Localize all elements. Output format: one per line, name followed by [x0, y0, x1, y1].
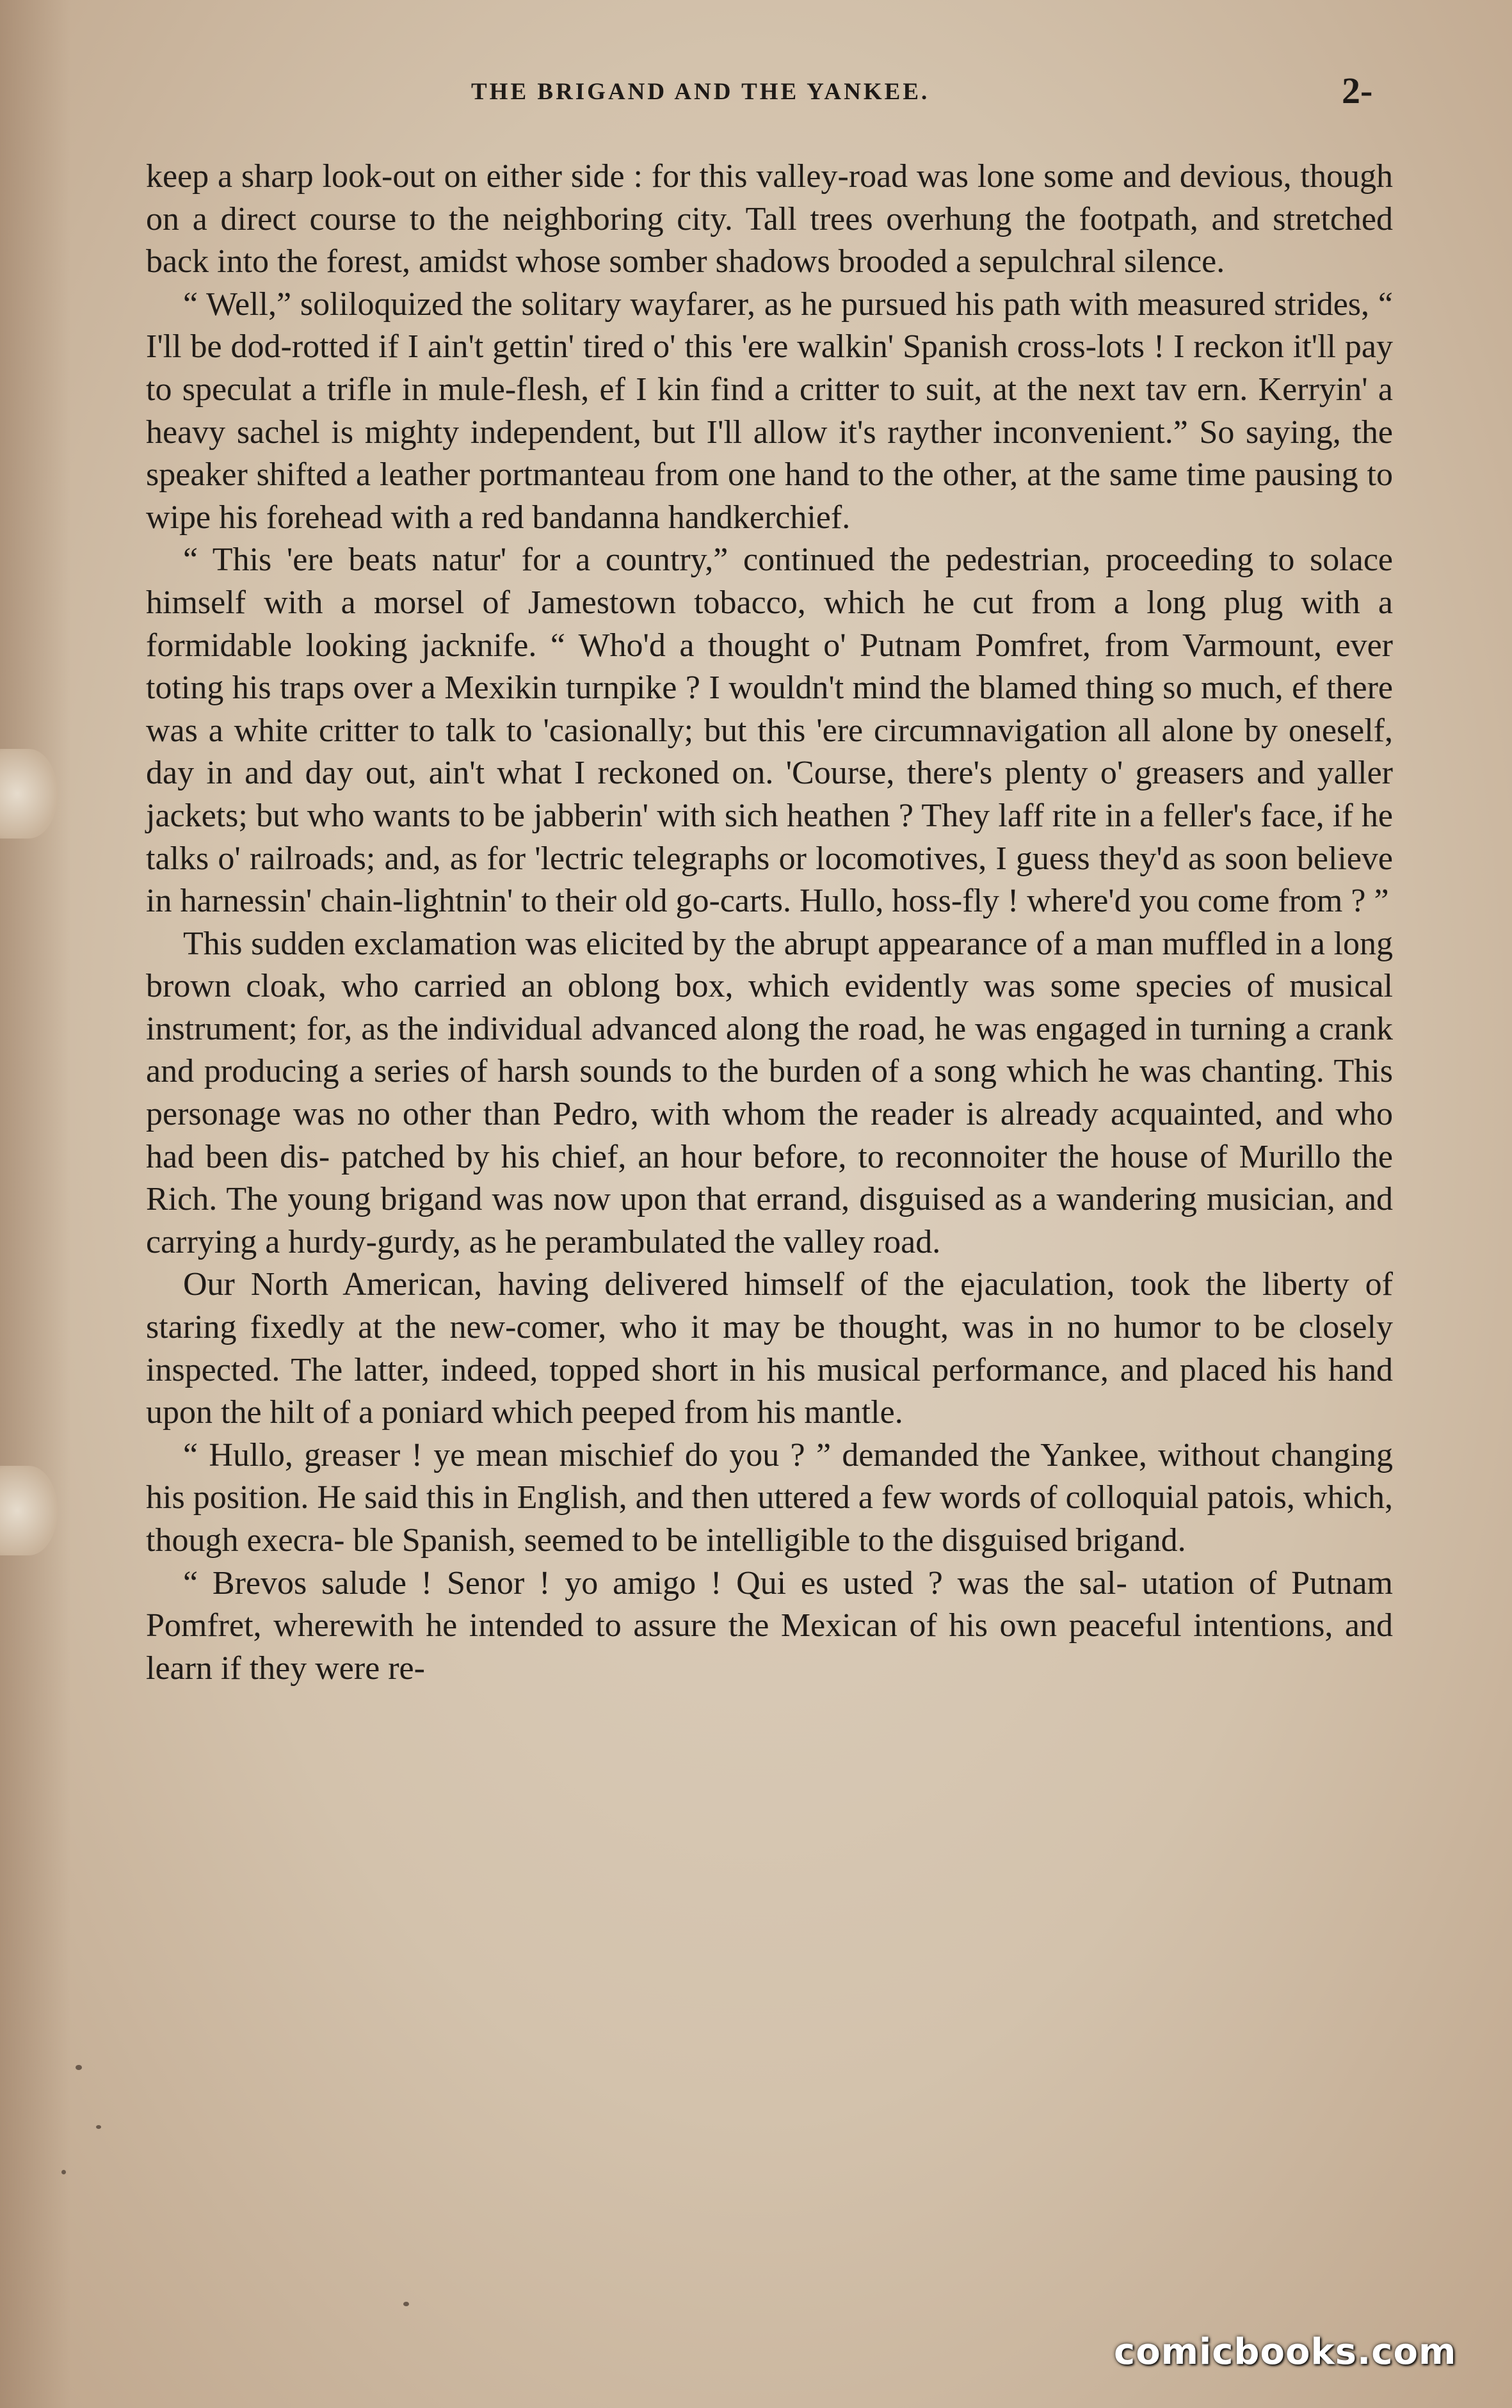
- paragraph: “ Hullo, greaser ! ye mean mischief do you ? ” demanded the Yankee, without changing his position. He said this in English, and then uttered a few words of colloquial patois, which, though execra- ble Spanish, seemed to be intelligible to the disguised brigand.: [146, 1436, 1393, 1559]
- ink-speck: [76, 2065, 82, 2070]
- running-head: THE BRIGAND AND THE YANKEE.: [471, 79, 930, 105]
- page-header: [0, 72, 1512, 116]
- body-text: [146, 156, 1393, 1690]
- ink-speck: [403, 2302, 409, 2306]
- paragraph: “ Well,” soliloquized the solitary wayfarer, as he pursued his path with measured strides, “ I'll be dod-rotted if I ain't gettin' tired o' this 'ere walkin' Spanish cross-lots ! I reckon it'll pay to speculat a trifle in mule-flesh, ef I kin find a critter to suit, at the next tav ern. Kerryin' a heavy sachel is mighty independent, but I'll allow it's rayther inconvenient.” So saying, the speaker shifted a leather portmanteau from one hand to the other, at the same time pausing to wipe his forehead with a red bandanna handkerchief.: [146, 285, 1393, 536]
- paragraph: “ Brevos salude ! Senor ! yo amigo ! Qui es usted ? was the sal- utation of Putnam Pomfret, wherewith he intended to assure the Mexican of his own peaceful intentions, and learn if they were re-: [146, 1564, 1393, 1687]
- ink-speck: [96, 2125, 101, 2129]
- page-tear-mark: [0, 749, 58, 839]
- page-number: 2-: [1342, 70, 1373, 111]
- ink-speck: [61, 2170, 66, 2174]
- page-tear-mark: [0, 1466, 58, 1555]
- site-watermark: comicbooks.com: [1114, 2331, 1457, 2373]
- paragraph: This sudden exclamation was elicited by the abrupt appearance of a man muffled in a long brown cloak, who carried an oblong box, which evidently was some species of musical instrument; for, as the individual advanced along the road, he was engaged in turning a crank and producing a series of harsh sounds to the burden of a song which he was chanting. This personage was no other than Pedro, with whom the reader is already acquainted, and who had been dis- patched by his chief, an hour before, to reconnoiter the house of Murillo the Rich. The young brigand was now upon that errand, disguised as a wandering musician, and carrying a hurdy-gurdy, as he perambulated the valley road.: [146, 925, 1393, 1260]
- paragraph: Our North American, having delivered himself of the ejaculation, took the liberty of staring fixedly at the new-comer, who it may be thought, was in no humor to be closely inspected. The latter, indeed, topped short in his musical performance, and placed his hand upon the hilt of a poniard which peeped from his mantle.: [146, 1266, 1393, 1431]
- spine-wear: [0, 0, 70, 2408]
- paragraph: keep a sharp look-out on either side : for this valley-road was lone some and devious, though on a direct course to the neighboring city. Tall trees overhung the footpath, and stretched back into the forest, amidst whose somber shadows brooded a sepulchral silence.: [146, 158, 1393, 280]
- paragraph: “ This 'ere beats natur' for a country,” continued the pedestrian, proceeding to solace himself with a morsel of Jamestown tobacco, which he cut from a long plug with a formidable looking jacknife. “ Who'd a thought o' Putnam Pomfret, from Varmount, ever toting his traps over a Mexikin turnpike ? I wouldn't mind the blamed thing so much, ef there was a white critter to talk to 'casionally; but this 'ere circumnavigation all alone by oneself, day in and day out, ain't what I reckoned on. 'Course, there's plenty o' greasers and yaller jackets; but who wants to be jabberin' with sich heathen ? They laff rite in a feller's face, if he talks o' railroads; and, as for 'lectric telegraphs or locomotives, I guess they'd as soon believe in harnessin' chain-lightnin' to their old go-carts. Hullo, hoss-fly ! where'd you come from ? ”: [146, 542, 1393, 920]
